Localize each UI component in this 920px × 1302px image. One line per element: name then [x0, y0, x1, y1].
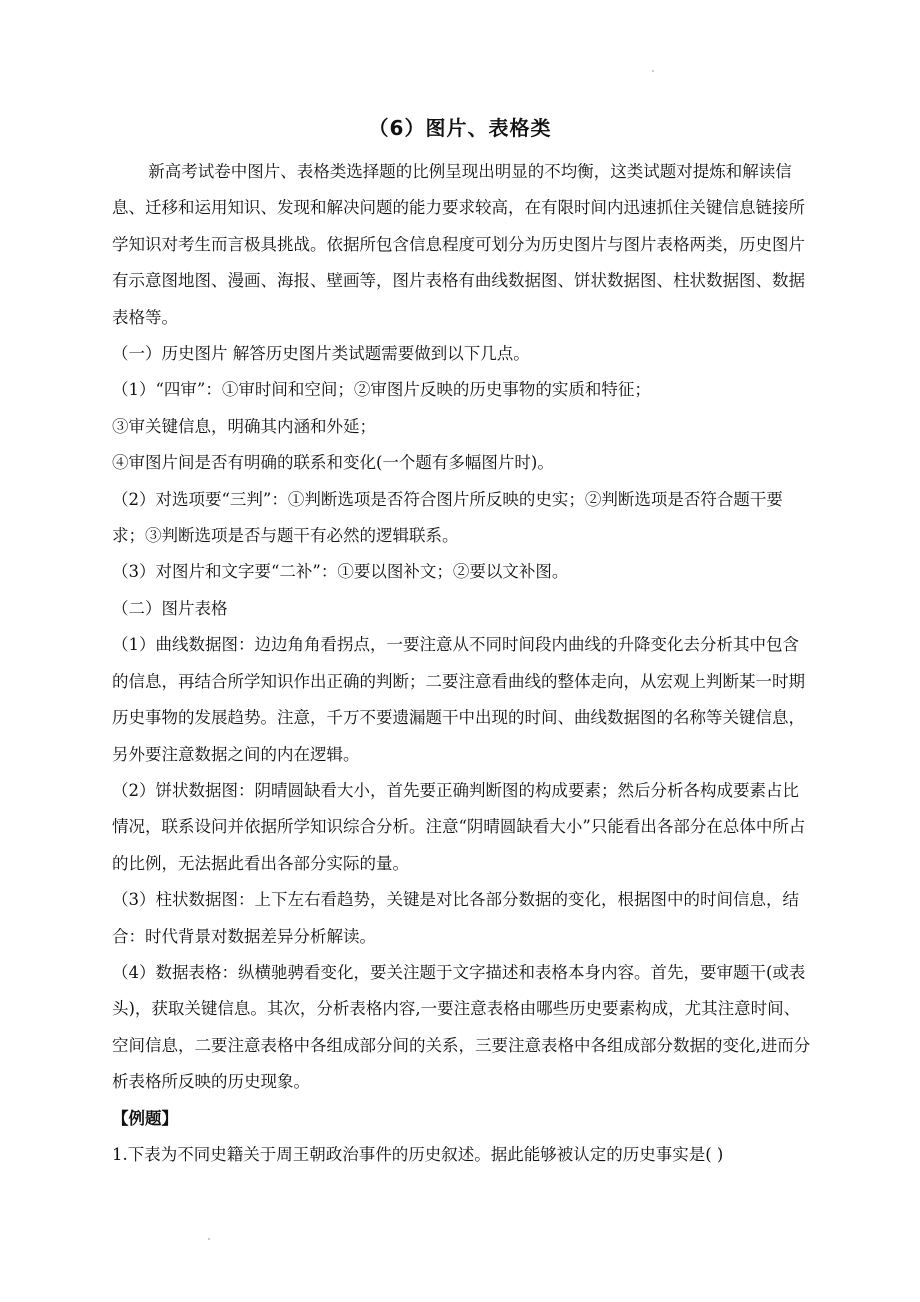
four-review-item-4: ④审图片间是否有明确的联系和变化(一个题有多幅图片时)。 [112, 453, 554, 473]
two-supplement-item: （3）对图片和文字要“二补”：①要以图补文；②要以文补图。 [112, 562, 569, 582]
page-title: （6）图片、表格类 [368, 116, 552, 140]
data-table-paragraph: （4）数据表格：纵横驰骋看变化，要关注题于文字描述和表格本身内容。首先，要审题干(或表头)，获取关键信息。其次，分析表格内容,一要注意表格由哪些历史要素构成，尤其注意时间、空间信息，二要注意表格中各组成部分间的关系，三要注意表格中各组成部分数据的变化,进而分析表格所反映的历史现象。 [112, 962, 811, 1092]
four-review-item-3: ③审关键信息，明确其内涵和外延； [112, 416, 376, 436]
intro-paragraph: 新高考试卷中图片、表格类选择题的比例呈现出明显的不均衡，这类试题对提炼和解读信息、迁移和运用知识、发现和解决问题的能力要求较高，在有限时间内迅速抓住关键信息链接所学知识对考生而言极具挑战。依据所包含信息程度可划分为历史图片与图片表格两类，历史图片有示意图地图、漫画、海报、壁画等，图片表格有曲线数据图、饼状数据图、柱状数据图、数据表格等。 [112, 162, 805, 327]
three-judgement-item: （2）对选项要“三判”：①判断选项是否符合图片所反映的史实；②判断选项是否符合题干要求；③判断选项是否与题干有必然的逻辑联系。 [112, 489, 783, 546]
section-two-heading: （二）图片表格 [112, 598, 228, 618]
example-heading: 【例题】 [112, 1108, 178, 1128]
scan-speck [652, 70, 654, 72]
bar-chart-paragraph: （3）柱状数据图：上下左右看趋势，关键是对比各部分数据的变化，根据图中的时间信息，结合：时代背景对数据差异分析解读。 [112, 890, 799, 946]
pie-chart-paragraph: （2）饼状数据图：阴晴圆缺看大小，首先要正确判断图的构成要素；然后分析各构成要素占比情况，联系设问并依据所学知识综合分析。注意“阴晴圆缺看大小”只能看出各部分在总体中所占的比例，无法据此看出各部分实际的量。 [112, 780, 806, 873]
line-chart-paragraph: （1）曲线数据图：边边角角看拐点，一要注意从不同时间段内曲线的升降变化去分析其中包含的信息，再结合所学知识作出正确的判断；二要注意看曲线的整体走向，从宏观上判断某一时期历史事物的发展趋势。注意，千万不要遗漏题干中出现的时间、曲线数据图的名称等关键信息，另外要注意数据之间的内在逻辑。 [112, 635, 805, 764]
document-body [112, 154, 812, 1173]
four-review-item: （1）“四审”：①审时间和空间；②审图片反映的历史事物的实质和特征； [112, 380, 651, 400]
section-one-heading: （一）历史图片 解答历史图片类试题需要做到以下几点。 [112, 344, 530, 364]
question-text: 1.下表为不同史籍关于周王朝政治事件的历史叙述。据此能够被认定的历史事实是( ) [112, 1144, 724, 1164]
scan-speck [208, 1238, 210, 1240]
